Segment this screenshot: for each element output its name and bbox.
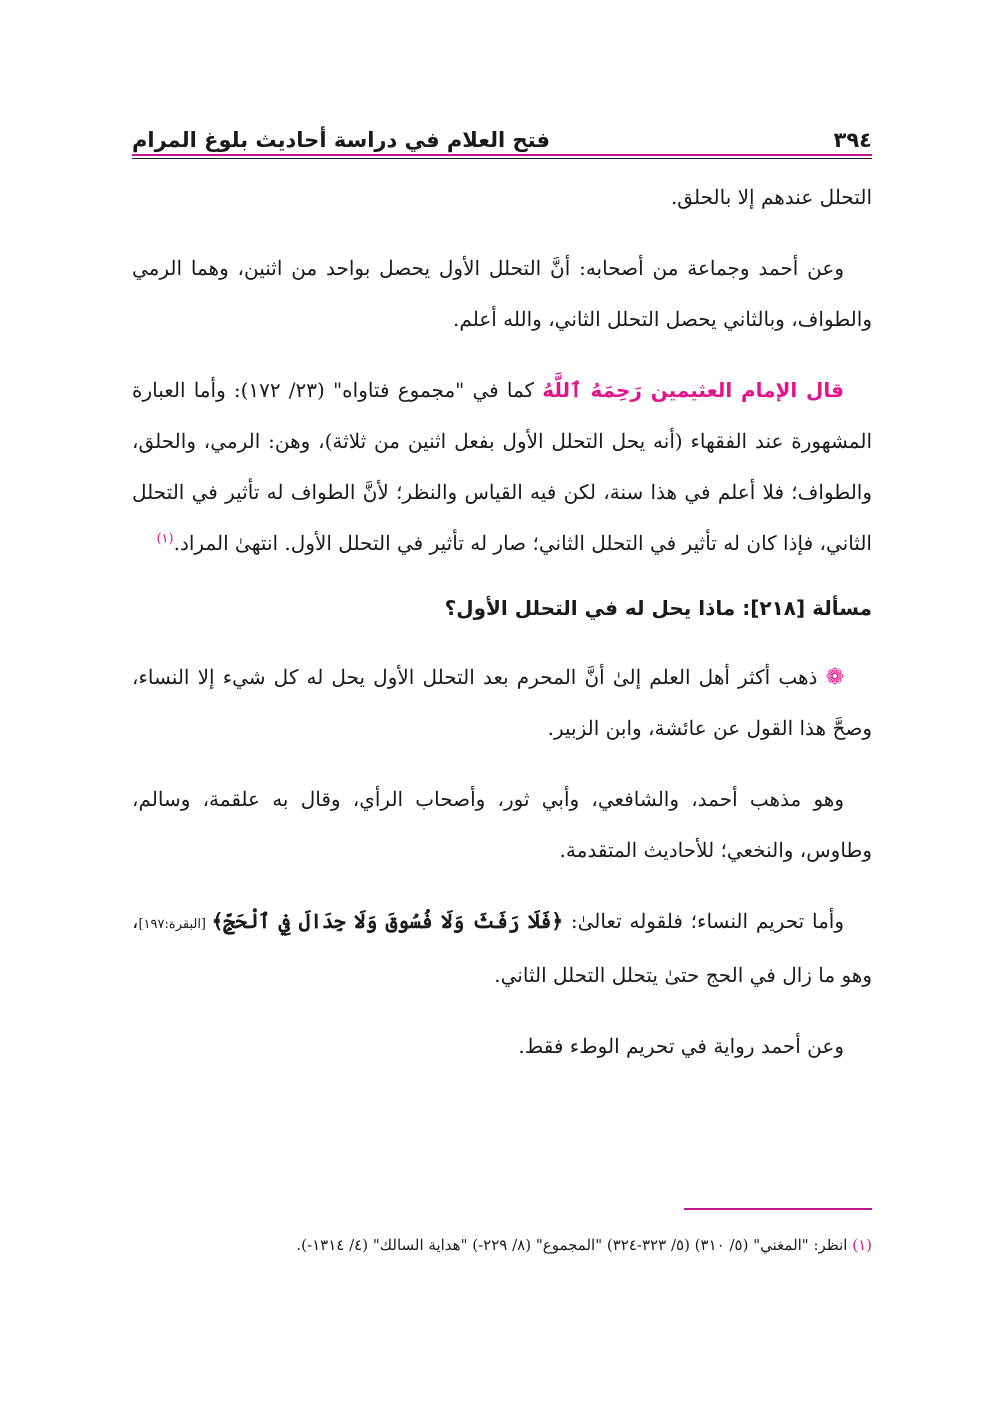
- footnote-reference[interactable]: (١): [156, 531, 174, 547]
- quran-verse: ﴿فَلَا رَفَثَ وَلَا فُسُوقَ وَلَا جِدَالَ فِي ٱلْحَجِّ﴾: [211, 909, 564, 933]
- footnote: [132, 1232, 872, 1259]
- paragraph-3-text: كما في "مجموع فتاواه" (٢٣/ ١٧٢): وأما العبارة المشهورة عند الفقهاء (أنه يحل التحلل الأول بفعل اثنين من ثلاثة)، وهن: الرمي، والحلق، والطواف؛ فلا أعلم في هذا سنة، لكن فيه القياس والنظر؛ لأنَّ الطواف له تأثير في التحلل الثاني، فإذا كان له تأثير في التحلل الثاني؛ صار له تأثير في التحلل الأول. انتهىٰ المراد.: [132, 378, 872, 555]
- paragraph-6-lead: وأما تحريم النساء؛ فلقوله تعالىٰ:: [563, 909, 845, 933]
- page-number: ٣٩٤: [833, 128, 872, 152]
- footnote-separator: [684, 1208, 872, 1210]
- paragraph-5: وهو مذهب أحمد، والشافعي، وأبي ثور، وأصحاب الرأي، وقال به علقمة، وسالم، وطاوس، والنخعي؛ للأحاديث المتقدمة.: [132, 787, 872, 862]
- question-heading: مسألة [٢١٨]: ماذا يحل له في التحلل الأول؟: [444, 596, 872, 620]
- verse-reference: [البقرة:١٩٧]: [138, 917, 212, 932]
- header-rule-black: [132, 158, 872, 159]
- paragraph-2: وعن أحمد وجماعة من أصحابه: أنَّ التحلل الأول يحصل بواحد من اثنين، وهما الرمي والطواف، وبالثاني يحصل التحلل الثاني، والله أعلم.: [132, 256, 872, 331]
- footnote-number: (١): [852, 1236, 872, 1254]
- footnote-text: انظر: "المغني" (٥/ ٣١٠) (٥/ ٣٢٣-٣٢٤) "المجموع" (٨/ ٢٢٩-) "هداية السالك" (٤/ ١٣١٤-).: [296, 1236, 853, 1254]
- page-body: [132, 172, 872, 1092]
- paragraph-7: وعن أحمد رواية في تحريم الوطء فقط.: [518, 1034, 844, 1058]
- paragraph-4-text: ذهب أكثر أهل العلم إلىٰ أنَّ المحرم بعد التحلل الأول يحل له كل شيء إلا النساء، وصحَّ هذا القول عن عائشة، وابن الزبير.: [132, 665, 872, 740]
- scholar-name: قال الإمام العثيمين رَحِمَهُ ٱللَّهُ: [542, 378, 844, 402]
- flower-ornament-icon: ❁: [825, 665, 844, 690]
- paragraph-3: [132, 365, 872, 569]
- paragraph-6-tail: ، وهو ما زال في الحج حتىٰ يتحلل التحلل الثاني.: [132, 909, 872, 987]
- paragraph-1: التحلل عندهم إلا بالحلق.: [670, 185, 872, 209]
- page-header: [132, 118, 872, 152]
- header-rule-pink: [132, 154, 872, 156]
- book-title: فتح العلام في دراسة أحاديث بلوغ المرام: [132, 128, 550, 152]
- paragraph-4: [132, 652, 872, 754]
- paragraph-6: [132, 896, 872, 1001]
